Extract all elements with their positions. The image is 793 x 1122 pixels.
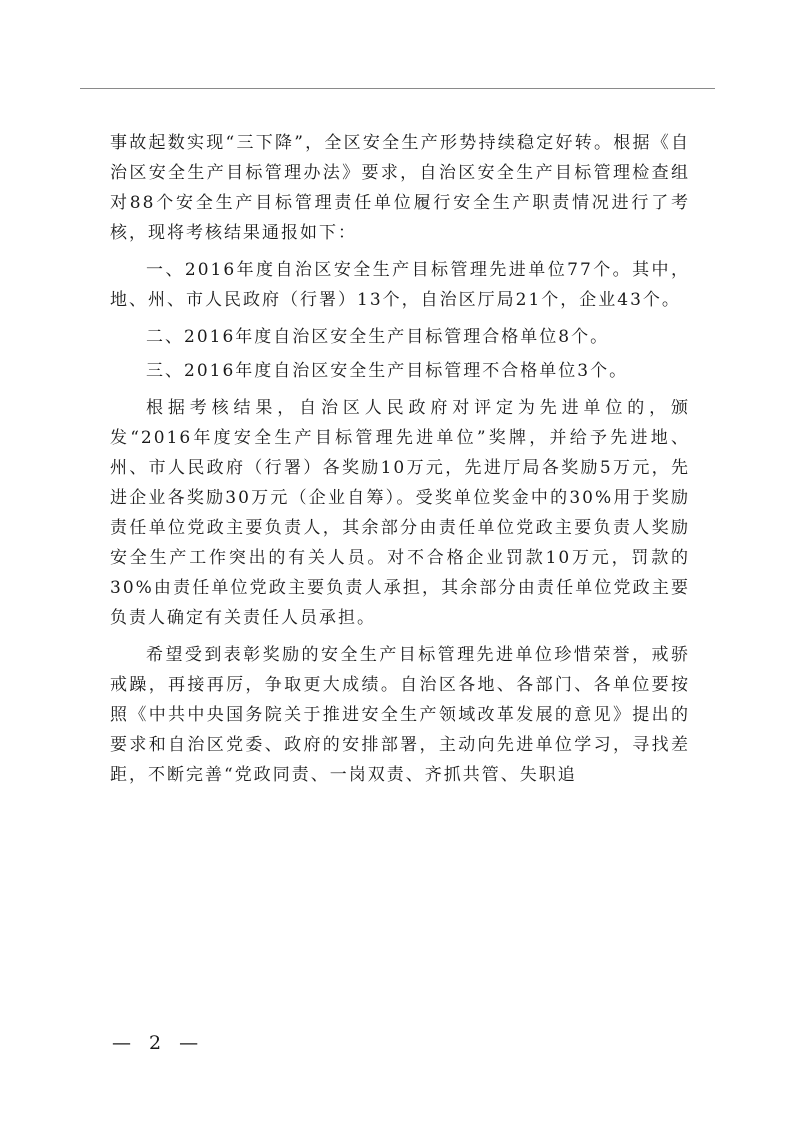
document-body	[110, 128, 690, 790]
paragraph-expectations: 希望受到表彰奖励的安全生产目标管理先进单位珍惜荣誉，戒骄戒躁，再接再厉，争取更大成绩。自治区各地、各部门、各单位要按照《中共中央国务院关于推进安全生产领域改革发展的意见》提出的要求和自治区党委、政府的安排部署，主动向先进单位学习，寻找差距，不断完善“党政同责、一岗双责、齐抓共管、失职追	[110, 645, 690, 785]
paragraph-item-one: 一、2016年度自治区安全生产目标管理先进单位77个。其中，地、州、市人民政府（行署）13个，自治区厅局21个，企业43个。	[110, 260, 690, 310]
paragraph-item-two: 二、2016年度自治区安全生产目标管理合格单位8个。	[146, 327, 610, 347]
paragraph-rewards: 根据考核结果，自治区人民政府对评定为先进单位的，颁发“2016年度安全生产目标管理先进单位”奖牌，并给予先进地、州、市人民政府（行署）各奖励10万元，先进厅局各奖励5万元，先进企业各奖励30万元（企业自筹）。受奖单位奖金中的30%用于奖励责任单位党政主要负责人，其余部分由责任单位党政主要负责人奖励安全生产工作突出的有关人员。对不合格企业罚款10万元，罚款的30%由责任单位党政主要负责人承担，其余部分由责任单位党政主要负责人确定有关责任人员承担。	[110, 398, 690, 628]
header-rule	[80, 88, 715, 89]
paragraph-item-three: 三、2016年度自治区安全生产目标管理不合格单位3个。	[146, 361, 629, 381]
paragraph-intro: 事故起数实现“三下降”，全区安全生产形势持续稳定好转。根据《自治区安全生产目标管理办法》要求，自治区安全生产目标管理检查组对88个安全生产目标管理责任单位履行安全生产职责情况进行了考核，现将考核结果通报如下：	[110, 133, 690, 243]
page-number: — 2 —	[112, 1032, 205, 1054]
